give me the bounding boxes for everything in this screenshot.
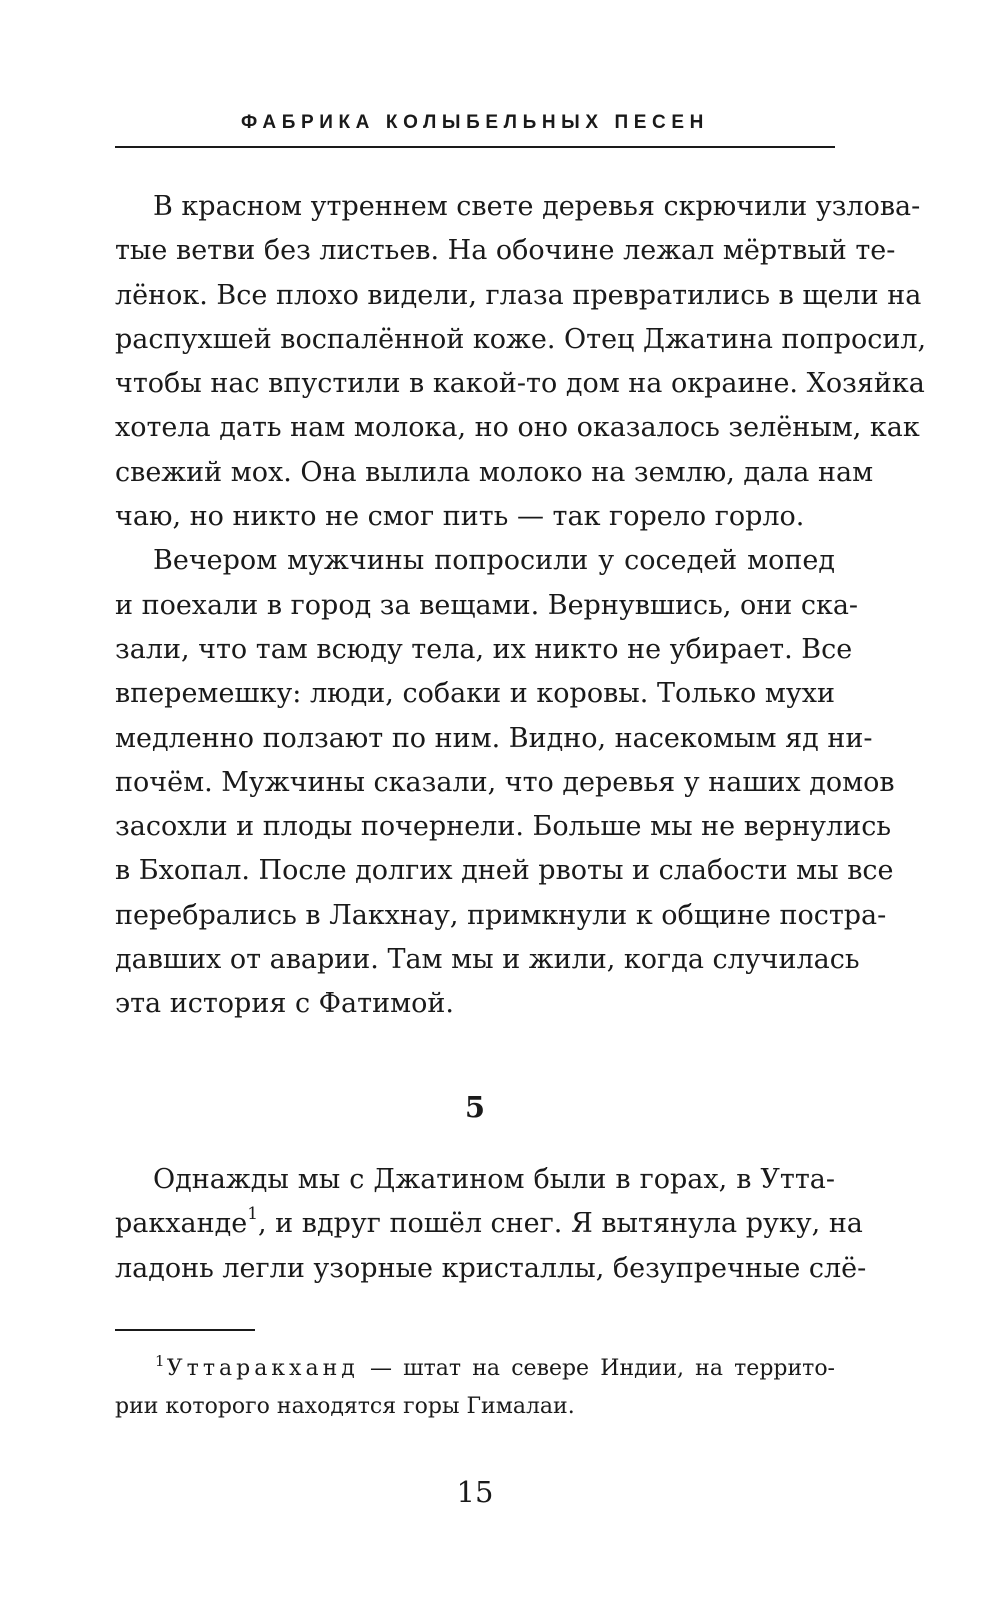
running-head: ФАБРИКА КОЛЫБЕЛЬНЫХ ПЕСЕН	[241, 112, 709, 133]
text-line: Однажды мы с Джатином были в горах, в Утта-	[153, 1164, 835, 1195]
page-number: 15	[456, 1475, 494, 1509]
text-line: давших от аварии. Там мы и жили, когда случилась	[115, 944, 860, 976]
text-line: чтобы нас впустили в какой-то дом на окраине. Хозяйка	[115, 368, 925, 400]
text-line: свежий мох. Она вылила молоко на землю, дала нам	[115, 456, 874, 488]
text-line: хотела дать нам молока, но оно оказалось зелёным, как	[115, 412, 920, 444]
footnote-reference[interactable]: 1	[247, 1204, 259, 1225]
text-line: В красном утреннем свете деревья скрючили узлова-	[153, 191, 921, 222]
footnote-term: Уттаракханд	[166, 1356, 359, 1381]
text-line: Вечером мужчины попросили у соседей мопед	[153, 545, 835, 577]
footnote-mark: 1	[155, 1352, 165, 1370]
text-fragment: , и вдруг пошёл снег. Я вытянула руку, на	[258, 1208, 863, 1240]
text-line: перебрались в Лакхнау, примкнули к общине постра-	[115, 899, 887, 931]
text-line: вперемешку: люди, собаки и коровы. Только мухи	[115, 678, 835, 710]
text-line: эта история с Фатимой.	[115, 988, 454, 1020]
text-line: в Бхопал. После долгих дней рвоты и слабости мы все	[115, 855, 894, 887]
text-line: и поехали в город за вещами. Вернувшись, они ска-	[115, 589, 859, 621]
main-text	[115, 185, 927, 1027]
header-rule	[115, 146, 835, 148]
footnote-rule	[115, 1329, 255, 1331]
text-line	[115, 1202, 863, 1246]
footnote	[115, 1350, 835, 1426]
text-line: тые ветви без листьев. На обочине лежал мёртвый те-	[115, 235, 896, 267]
section-text	[115, 1158, 867, 1291]
text-line: распухшей воспалённой коже. Отец Джатина попросил,	[115, 323, 927, 355]
text-line: почём. Мужчины сказали, что деревья у наших домов	[115, 766, 895, 798]
text-line: чаю, но никто не смог пить — так горело горло.	[115, 501, 805, 533]
text-line: лёнок. Все плохо видели, глаза превратились в щели на	[115, 279, 922, 311]
footnote-text: — штат на севере Индии, на террито-	[358, 1356, 835, 1381]
text-line: засохли и плоды почернели. Больше мы не вернулись	[115, 811, 892, 843]
text-line: зали, что там всюду тела, их никто не убирает. Все	[115, 633, 853, 665]
footnote-line	[115, 1350, 835, 1388]
text-line: медленно ползают по ним. Видно, насекомым яд ни-	[115, 722, 873, 754]
text-line: ладонь легли узорные кристаллы, безупречные слё-	[115, 1252, 867, 1284]
text-fragment: ракханде	[115, 1208, 248, 1240]
footnote-line: рии которого находятся горы Гималаи.	[115, 1394, 575, 1419]
section-number: 5	[464, 1090, 486, 1124]
